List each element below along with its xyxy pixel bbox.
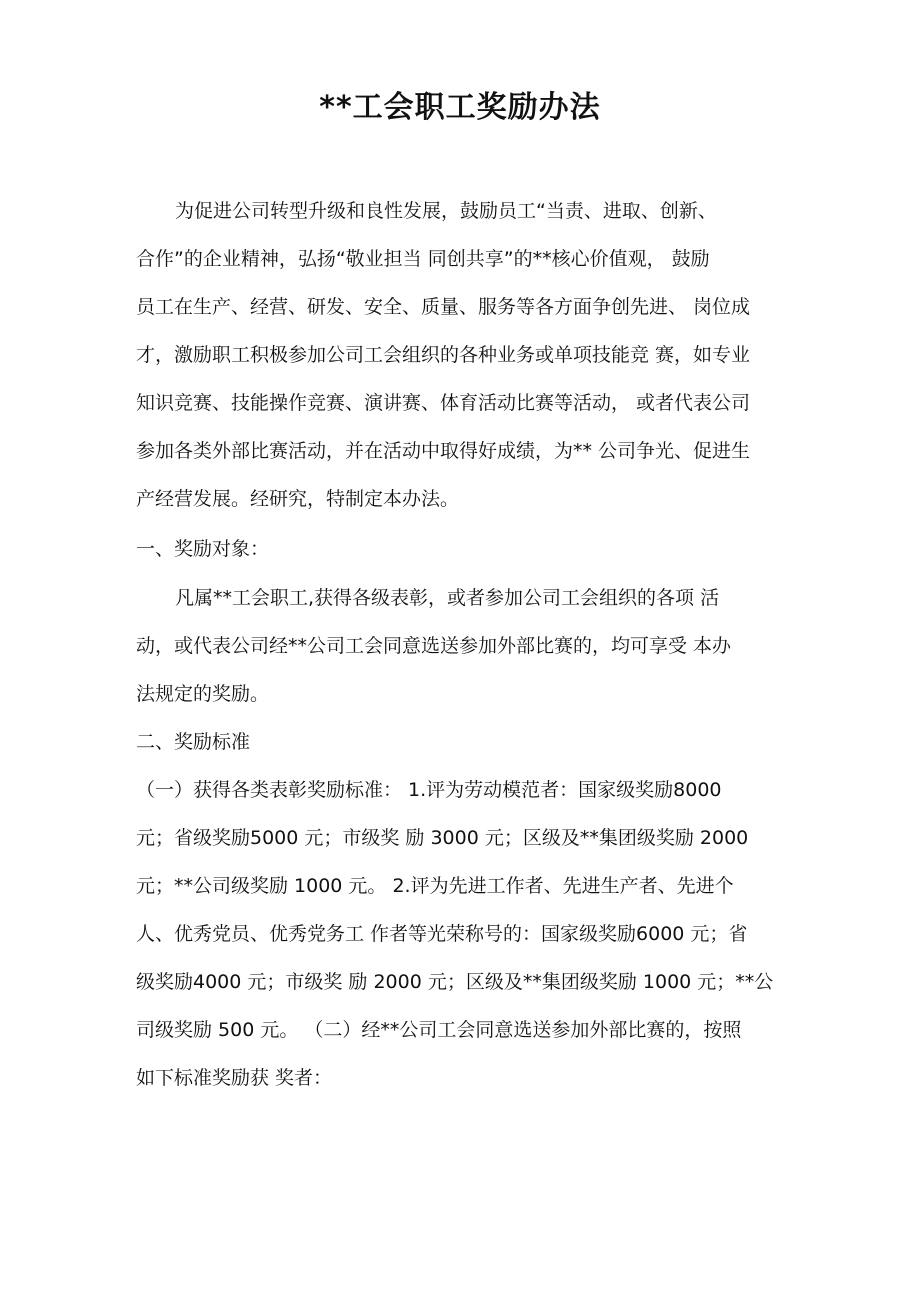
section2-line: 人、优秀党员、优秀党务工 作者等光荣称号的：国家级奖励6000 元；省: [136, 923, 748, 945]
intro-line: 参加各类外部比赛活动，并在活动中取得好成绩，为** 公司争光、促进生: [136, 440, 751, 462]
intro-line: 为促进公司转型升级和良性发展，鼓励员工“当责、进取、创新、: [175, 200, 717, 222]
section-heading-reward-target: 一、奖励对象：: [136, 538, 270, 560]
intro-line: 才，激励职工积极参加公司工会组织的各种业务或单项技能竞 赛，如专业: [136, 344, 751, 366]
document-title: **工会职工奖励办法: [319, 90, 601, 125]
section2-line: 级奖励4000 元；市级奖 励 2000 元；区级及**集团级奖励 1000 元；**公: [136, 971, 774, 993]
intro-line: 合作”的企业精神，弘扬“敬业担当 同创共享”的**核心价值观， 鼓励: [136, 248, 710, 270]
intro-line: 知识竞赛、技能操作竞赛、演讲赛、体育活动比赛等活动， 或者代表公司: [136, 392, 751, 414]
section2-line: 司级奖励 500 元。 （二）经**公司工会同意选送参加外部比赛的，按照: [136, 1019, 742, 1041]
section1-line: 法规定的奖励。: [136, 683, 270, 705]
section2-line: 如下标准奖励获 奖者：: [136, 1067, 333, 1089]
section-heading-reward-standard: 二、奖励标准: [136, 731, 251, 753]
section2-line: （一）获得各类表彰奖励标准： 1.评为劳动模范者：国家级奖励8000: [136, 779, 722, 801]
intro-line: 产经营发展。经研究，特制定本办法。: [136, 488, 460, 510]
section1-line: 凡属**工会职工,获得各级表彰，或者参加公司工会组织的各项 活: [175, 587, 720, 609]
section2-line: 元；省级奖励5000 元；市级奖 励 3000 元；区级及**集团级奖励 2000: [136, 827, 749, 849]
intro-line: 员工在生产、经营、研发、安全、质量、服务等各方面争创先进、 岗位成: [136, 296, 751, 318]
section1-line: 动，或代表公司经**公司工会同意选送参加外部比赛的，均可享受 本办: [136, 635, 732, 657]
section2-line: 元；**公司级奖励 1000 元。 2.评为先进工作者、先进生产者、先进个: [136, 875, 734, 897]
